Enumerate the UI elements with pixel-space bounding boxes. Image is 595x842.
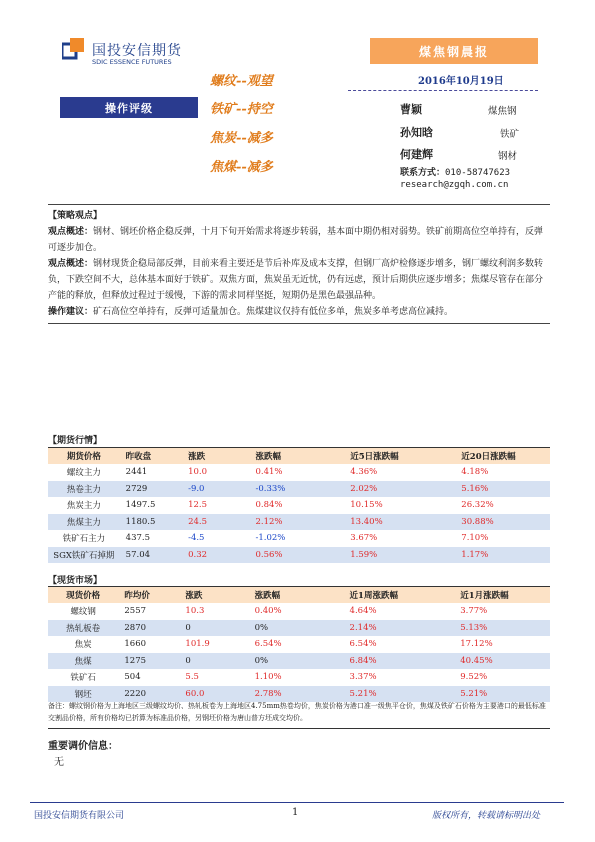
table-cell: 10.15% <box>350 500 383 511</box>
table-cell: 焦炭 <box>74 640 92 651</box>
column-header: 涨跌幅 <box>241 448 328 465</box>
column-header: 近1月涨跌幅 <box>430 587 550 604</box>
contact-line <box>400 165 510 178</box>
column-header: 现货价格 <box>48 587 118 604</box>
column-header: 昨均价 <box>118 587 177 604</box>
table-cell: 30.88% <box>431 514 550 531</box>
table-cell: 5.21% <box>328 686 431 703</box>
table-cell: 焦炭主力 <box>66 501 101 512</box>
table-cell: 6.84% <box>328 653 431 670</box>
table-header-row <box>48 587 550 604</box>
table-row <box>48 636 550 653</box>
view-coke: 焦炭--减多 <box>210 131 273 146</box>
table-cell: 3.37% <box>349 672 377 683</box>
table-cell: 504 <box>124 672 141 683</box>
footer-divider <box>30 802 564 803</box>
strategy-paragraph: 操作建议：矿石高位空单持有，反弹可适量加仓。焦煤建议仅持有低位多单，焦炭多单考虑高位减持。 <box>48 307 454 317</box>
table-cell: 101.9 <box>185 639 210 650</box>
table-cell: 24.5 <box>180 514 241 531</box>
analyst-sector: 钢材 <box>498 151 518 162</box>
contact-label: 联系方式： <box>400 168 446 178</box>
column-header: 昨收盘 <box>120 448 180 465</box>
table-cell: 1497.5 <box>125 500 156 511</box>
column-header: 涨跌 <box>177 587 240 604</box>
divider <box>348 90 538 91</box>
table-cell: 2.14% <box>328 620 431 637</box>
table-row <box>48 514 550 531</box>
analyst-sector: 铁矿 <box>500 129 520 140</box>
table-row <box>48 669 550 686</box>
report-tag: 煤焦钢晨报 <box>370 38 538 64</box>
table-cell: 10.3 <box>185 606 205 617</box>
table-cell: 5.16% <box>431 481 550 498</box>
table-cell: 5.13% <box>430 620 550 637</box>
table-cell: 焦煤主力 <box>48 514 120 531</box>
table-cell: 9.52% <box>460 672 488 683</box>
contact-phone: 010-58747623 <box>445 168 511 178</box>
table-cell: 2729 <box>120 481 180 498</box>
company-logo-icon <box>62 38 84 60</box>
table-cell: 0.41% <box>255 467 283 478</box>
analyst-name: 孙知晗 <box>400 126 433 139</box>
table-cell: 3.77% <box>460 606 488 617</box>
table-cell: 热卷主力 <box>48 481 120 498</box>
table-cell: 26.32% <box>461 500 494 511</box>
report-date: 2016年10月19日 <box>418 76 504 87</box>
futures-table <box>48 447 550 563</box>
table-cell: 1180.5 <box>120 514 180 531</box>
table-cell: 1275 <box>118 653 177 670</box>
table-cell: 12.5 <box>188 500 208 511</box>
analyst-name: 曹颖 <box>400 103 422 116</box>
contact-email[interactable]: research@zgqh.com.cn <box>400 180 509 190</box>
table-row <box>48 603 550 620</box>
table-row <box>48 653 550 670</box>
strategy-paragraph: 观点概述：钢材现货企稳局部反弹，目前来看主要还是节后补库及成本支撑，但钢厂高炉检修逐步增多，钢厂螺纹利润多数转负，下跌空间不大，总体基本面好于铁矿。双焦方面，焦炭虽无近忧，仍有远虑，预计后期供应逐步增多；焦煤尽管存在部分产能的释放，但释放过程过于缓慢，下游的需求同样坚挺，短期仍是黑色最强品种。 <box>48 259 544 301</box>
column-header: 涨跌幅 <box>241 587 328 604</box>
view-iron-ore: 铁矿--持空 <box>210 102 273 117</box>
adjustment-title: 重要调价信息： <box>48 741 118 752</box>
table-row <box>48 547 550 564</box>
table-header-row <box>48 448 550 465</box>
futures-title: 【期货行情】 <box>48 436 103 446</box>
strategy-title: 【策略观点】 <box>48 211 103 221</box>
table-row <box>48 481 550 498</box>
adjustment-value: 无 <box>54 757 64 768</box>
table-cell: 4.64% <box>349 606 377 617</box>
table-cell: 7.10% <box>461 533 489 544</box>
table-cell: 4.36% <box>350 467 378 478</box>
column-header: 涨跌 <box>180 448 241 465</box>
table-cell: 铁矿石主力 <box>62 534 106 545</box>
analyst-sector: 煤焦钢 <box>488 106 517 117</box>
table-cell: 0.32 <box>180 547 241 564</box>
page-number: 1 <box>292 807 299 818</box>
table-cell: 0 <box>177 620 240 637</box>
table-cell: -9.0 <box>180 481 241 498</box>
table-cell: 焦煤 <box>48 653 118 670</box>
table-cell: 0.84% <box>255 500 283 511</box>
spot-table <box>48 586 550 702</box>
strategy-section <box>48 204 550 324</box>
table-cell: 2.12% <box>241 514 328 531</box>
table-cell: 2220 <box>118 686 177 703</box>
table-cell: 437.5 <box>125 533 151 544</box>
table-cell: 57.04 <box>120 547 180 564</box>
column-header: 期货价格 <box>48 448 120 465</box>
table-cell: 1660 <box>124 639 147 650</box>
table-cell: 0 <box>177 653 240 670</box>
table-row <box>48 497 550 514</box>
table-cell: 60.0 <box>177 686 240 703</box>
table-cell: SGX铁矿石掉期 <box>48 547 120 564</box>
column-header: 近1周涨跌幅 <box>328 587 431 604</box>
table-cell: 0.40% <box>254 606 282 617</box>
table-cell: 6.54% <box>254 639 282 650</box>
table-cell: 1.17% <box>431 547 550 564</box>
spot-title: 【现货市场】 <box>48 576 103 586</box>
footer-company: 国投安信期货有限公司 <box>34 811 125 821</box>
column-header: 近20日涨跌幅 <box>431 448 550 465</box>
table-cell: 40.45% <box>430 653 550 670</box>
table-cell: 2557 <box>124 606 147 617</box>
strategy-paragraph: 观点概述：钢材、钢坯价格企稳反弹，十月下旬开始需求将逐步转弱，基本面中期仍相对弱势。铁矿前期高位空单持有，反弹可逐步加仓。 <box>48 227 544 253</box>
view-coking-coal: 焦煤--减多 <box>210 160 273 175</box>
table-cell: 17.12% <box>460 639 493 650</box>
table-cell: -1.02% <box>255 533 286 544</box>
divider <box>48 728 550 729</box>
spot-note: 备注：螺纹钢价格为上海地区三级螺纹均价、热轧板卷为上海地区4.75mm热卷均价，焦炭价格为港口准一级焦平仓价，焦煤及铁矿石价格为主要港口的最低标准交割品价格，所有价格均已折算为标准品价格，另钢坯价格为唐山普方坯成交均价。 <box>48 702 546 722</box>
footer-copyright: 版权所有，转载请标明出处 <box>432 811 541 821</box>
table-row <box>48 464 550 481</box>
table-cell: 热轧板卷 <box>48 620 118 637</box>
analyst-name: 何建辉 <box>400 148 433 161</box>
table-cell: 螺纹主力 <box>66 468 101 479</box>
table-cell: 10.0 <box>188 467 208 478</box>
table-cell: 2.02% <box>328 481 431 498</box>
table-cell: 螺纹钢 <box>70 607 96 618</box>
company-name-en: SDIC ESSENCE FUTURES <box>92 58 172 66</box>
company-name: 国投安信期货 <box>92 43 182 59</box>
table-cell: 0.56% <box>241 547 328 564</box>
table-cell: 0% <box>241 653 328 670</box>
view-rebar: 螺纹--观望 <box>210 74 273 89</box>
table-cell: 5.5 <box>185 672 199 683</box>
table-cell: 2870 <box>118 620 177 637</box>
table-row <box>48 620 550 637</box>
table-cell: 4.18% <box>461 467 489 478</box>
table-cell: 1.10% <box>254 672 282 683</box>
table-cell: 3.67% <box>350 533 378 544</box>
table-row <box>48 530 550 547</box>
table-cell: 6.54% <box>349 639 377 650</box>
table-cell: -0.33% <box>241 481 328 498</box>
table-cell: 0% <box>241 620 328 637</box>
column-header: 近5日涨跌幅 <box>328 448 431 465</box>
table-cell: 2.78% <box>241 686 328 703</box>
table-cell: 2441 <box>125 467 148 478</box>
table-cell: 13.40% <box>328 514 431 531</box>
table-cell: 钢坯 <box>48 686 118 703</box>
table-cell: 铁矿石 <box>70 673 96 684</box>
table-cell: -4.5 <box>188 533 205 544</box>
table-cell: 1.59% <box>328 547 431 564</box>
rating-label: 操作评级 <box>60 97 198 118</box>
table-cell: 5.21% <box>430 686 550 703</box>
